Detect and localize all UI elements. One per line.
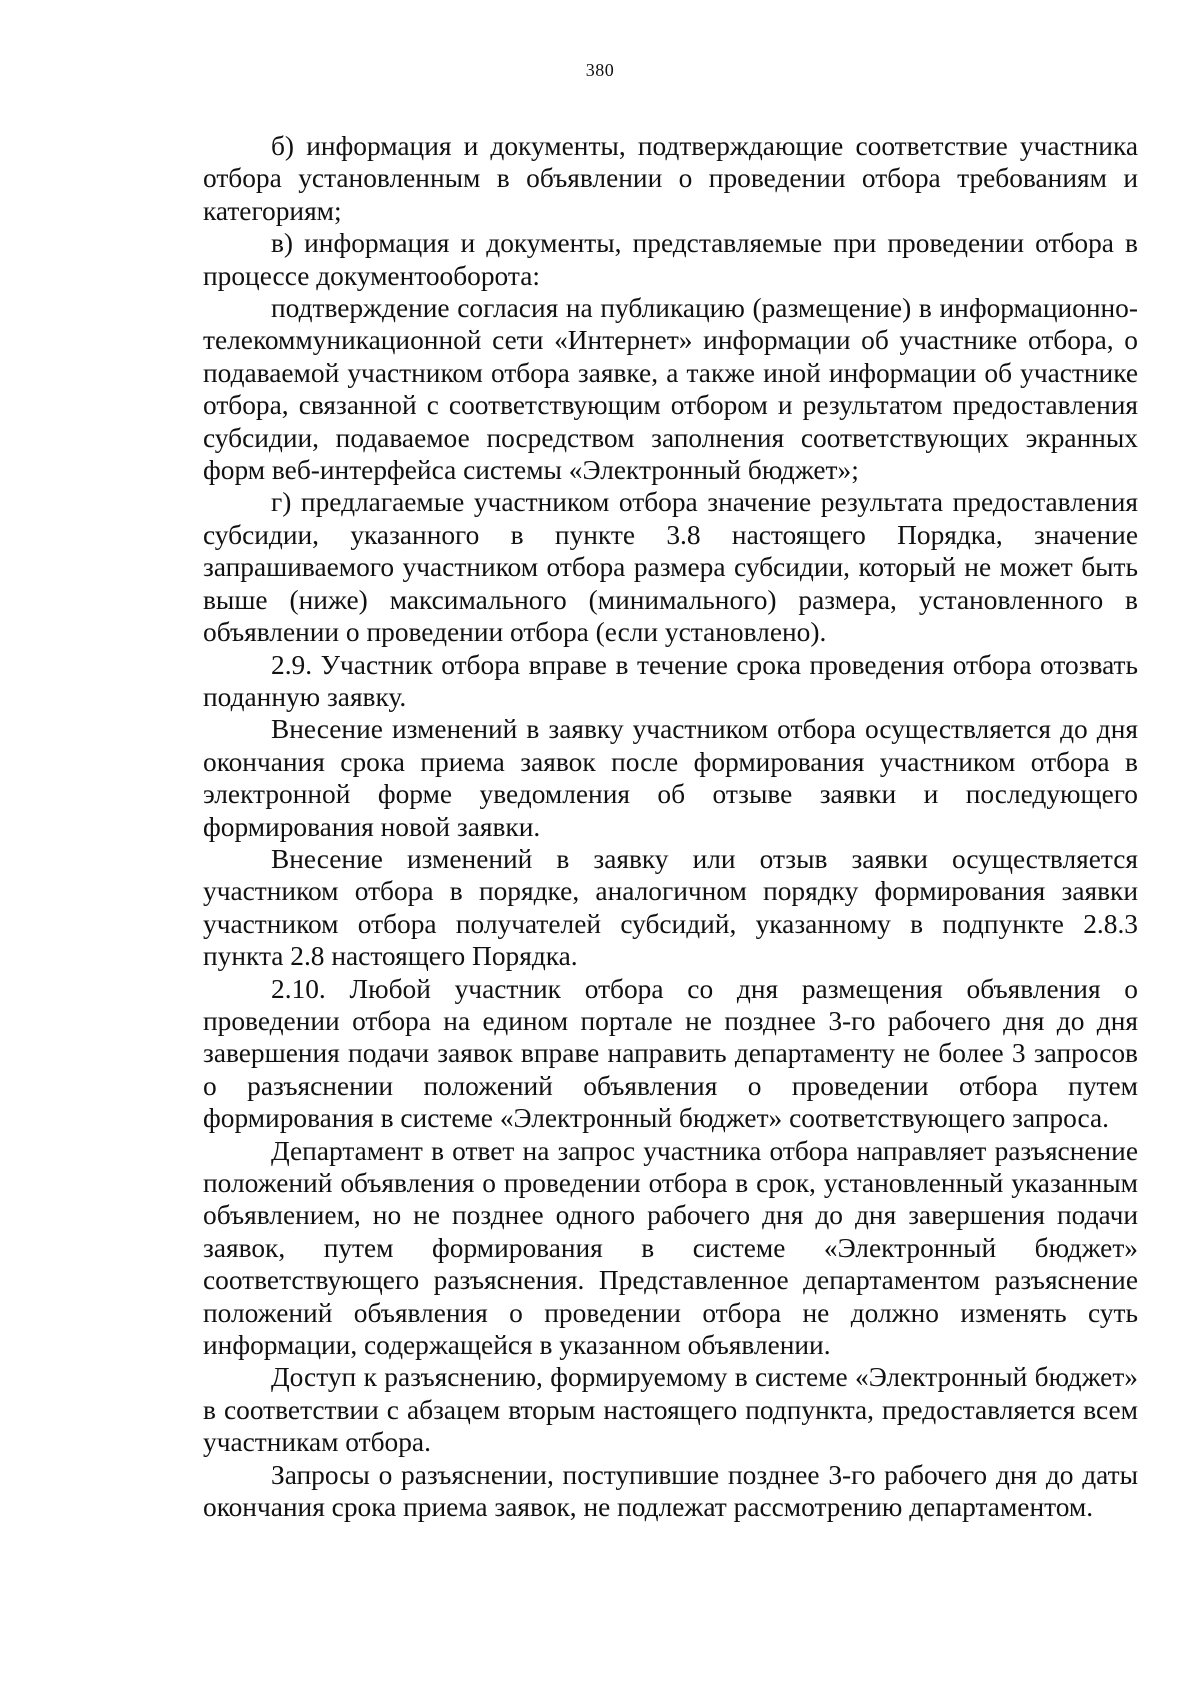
paragraph-changes: Внесение изменений в заявку участником отбора осуществляется до дня окончания срока приема заявок после формирования участником отбора в электронной форме уведомления об отзыве заявки и последующего формирования новой заявки. — [203, 714, 1138, 842]
paragraph-changes-procedure: Внесение изменений в заявку или отзыв заявки осуществляется участником отбора в порядке, аналогичном порядку формирования заявки участником отбора получателей субсидий, указанному в подпункте 2.8.3 пункта 2.8 настоящего Порядка. — [203, 843, 1138, 972]
paragraph-access: Доступ к разъяснению, формируемому в системе «Электронный бюджет» в соответствии с абзацем вторым настоящего подпункта, предоставляется всем участникам отбора. — [203, 1362, 1138, 1458]
document-body — [203, 130, 1138, 1523]
paragraph-v-documents: в) информация и документы, представляемые при проведении отбора в процессе документооборота: — [203, 228, 1138, 291]
paragraph-2-9: 2.9. Участник отбора вправе в течение срока проведения отбора отозвать поданную заявку. — [203, 649, 1138, 712]
paragraph-g-result: г) предлагаемые участником отбора значение результата предоставления субсидии, указанного в пункте 3.8 настоящего Порядка, значение запрашиваемого участником отбора размера субсидии, который не может быть выше (ниже) максимального (минимального) размера, установленного в объявлении о проведении отбора (если установлено). — [203, 487, 1138, 648]
paragraph-b-documents: б) информация и документы, подтверждающие соответствие участника отбора установленным в объявлении о проведении отбора требованиям и категориям; — [203, 131, 1138, 226]
paragraph-consent: подтверждение согласия на публикацию (размещение) в информационно-телекоммуникационной сети «Интернет» информации об участнике отбора, о подаваемой участником отбора заявке, а также иной информации об участнике отбора, связанной с соответствующим отбором и результатом предоставления субсидии, подаваемое посредством заполнения соответствующих экранных форм веб-интерфейса системы «Электронный бюджет»; — [203, 293, 1138, 486]
page-number: 380 — [585, 60, 615, 80]
paragraph-2-10: 2.10. Любой участник отбора со дня размещения объявления о проведении отбора на едином портале не позднее 3-го рабочего дня до дня завершения подачи заявок вправе направить департаменту не более 3 запросов о разъяснении положений объявления о проведении отбора путем формирования в системе «Электронный бюджет» соответствующего запроса. — [203, 973, 1138, 1134]
paragraph-department-response: Департамент в ответ на запрос участника отбора направляет разъяснение положений объявления о проведении отбора в срок, установленный указанным объявлением, но не позднее одного рабочего дня до дня завершения подачи заявок, путем формирования в системе «Электронный бюджет» соответствующего разъяснения. Представленное департаментом разъяснение положений объявления о проведении отбора не должно изменять суть информации, содержащейся в указанном объявлении. — [203, 1135, 1138, 1361]
paragraph-late-requests: Запросы о разъяснении, поступившие позднее 3-го рабочего дня до даты окончания срока приема заявок, не подлежат рассмотрению департаментом. — [203, 1459, 1138, 1523]
